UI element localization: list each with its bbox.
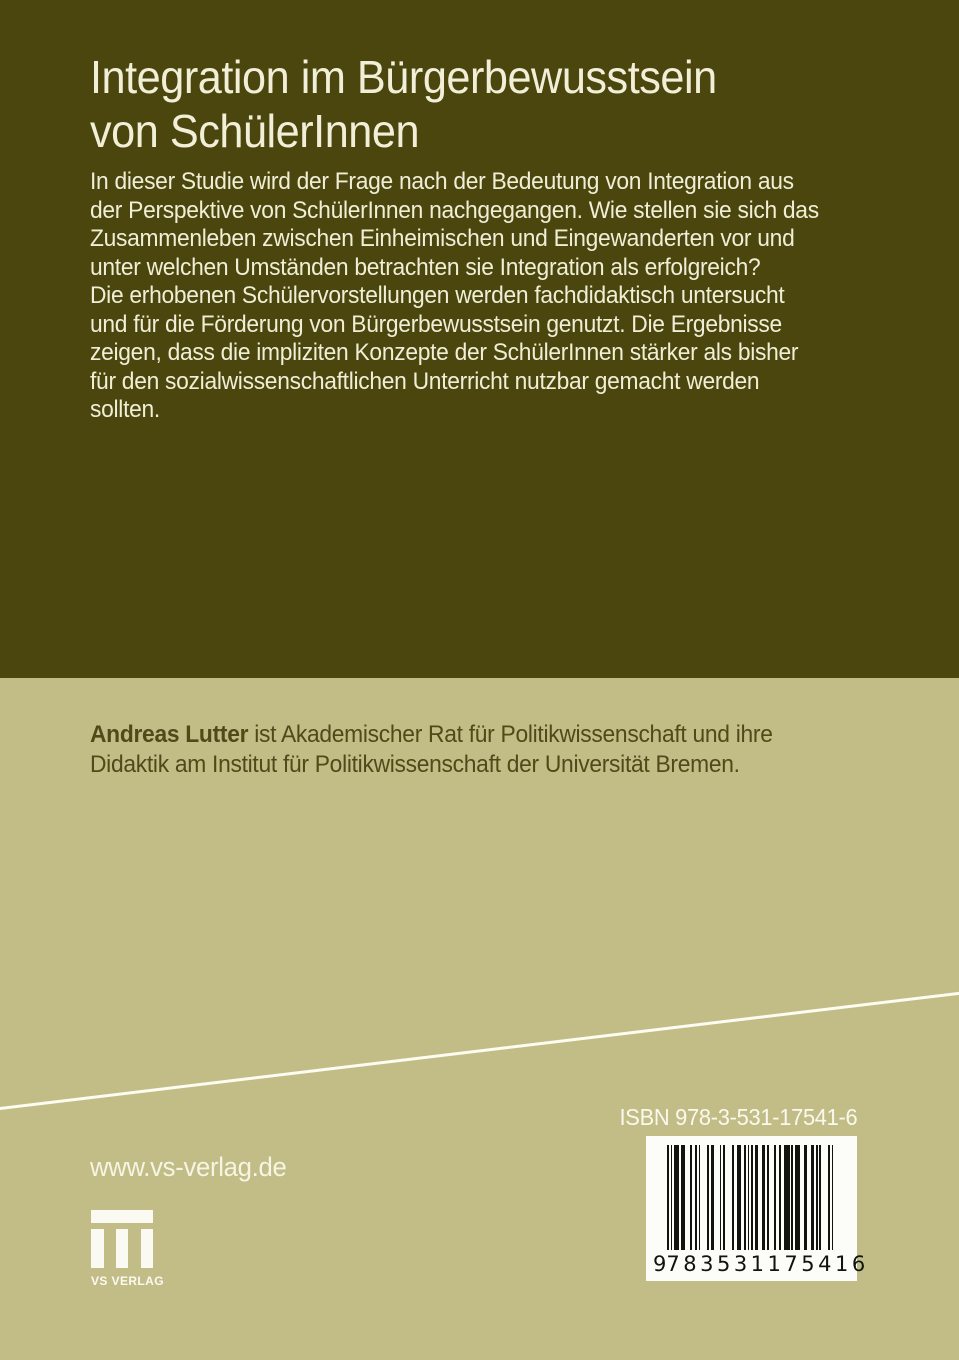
description-line: sollten. — [90, 396, 160, 423]
isbn-barcode — [646, 1136, 869, 1281]
barcode-digits — [653, 1252, 869, 1276]
description-line: zeigen, dass die impliziten Konzepte der SchülerInnen stärker als bisher — [90, 339, 799, 366]
author-name: Andreas Lutter — [90, 721, 249, 748]
publisher-website-url: www.vs-verlag.de — [90, 1152, 287, 1182]
description-line: Zusammenleben zwischen Einheimischen und Eingewanderten vor und — [90, 225, 795, 252]
description-line: unter welchen Umständen betrachten sie Integration als erfolgreich? — [90, 253, 761, 281]
description-line: und für die Förderung von Bürgerbewusstsein genutzt. Die Ergebnisse — [90, 310, 782, 338]
description-line: In dieser Studie wird der Frage nach der Bedeutung von Integration aus — [90, 168, 794, 195]
barcode-digit-first: 9 — [653, 1252, 667, 1276]
book-title — [90, 50, 717, 158]
publisher-logo-text: VS VERLAG — [91, 1274, 164, 1288]
author-line-1 — [90, 720, 773, 750]
publisher-logo — [91, 1210, 164, 1288]
logo-pillar — [141, 1229, 154, 1268]
barcode-bars — [667, 1145, 834, 1250]
logo-pillar — [91, 1229, 104, 1268]
barcode-digit-group-1: 783531 — [666, 1252, 768, 1276]
logo-top-bar — [91, 1210, 153, 1223]
top-panel — [0, 0, 959, 678]
description-line: der Perspektive von SchülerInnen nachgegangen. Wie stellen sie sich das — [90, 196, 819, 224]
author-info — [90, 720, 773, 779]
author-line-1-rest: ist Akademischer Rat für Politikwissenschaft und ihre — [248, 721, 773, 748]
author-line-2: Didaktik am Institut für Politikwissenschaft der Universität Bremen. — [90, 750, 740, 778]
isbn-label: ISBN 978-3-531-17541-6 — [619, 1104, 857, 1130]
diagonal-divider-line — [0, 990, 959, 1111]
description-line: für den sozialwissenschaftlichen Unterricht nutzbar gemacht werden — [90, 367, 760, 395]
description-line: Die erhobenen Schülervorstellungen werden fachdidaktisch untersucht — [90, 282, 785, 309]
title-line-2: von SchülerInnen — [90, 105, 420, 157]
title-line-1: Integration im Bürgerbewusstsein — [90, 51, 717, 103]
book-description — [90, 168, 819, 425]
barcode-digit-group-2: 175416 — [767, 1252, 869, 1276]
logo-pillar — [116, 1229, 129, 1268]
logo-pillar-bars — [91, 1229, 153, 1268]
